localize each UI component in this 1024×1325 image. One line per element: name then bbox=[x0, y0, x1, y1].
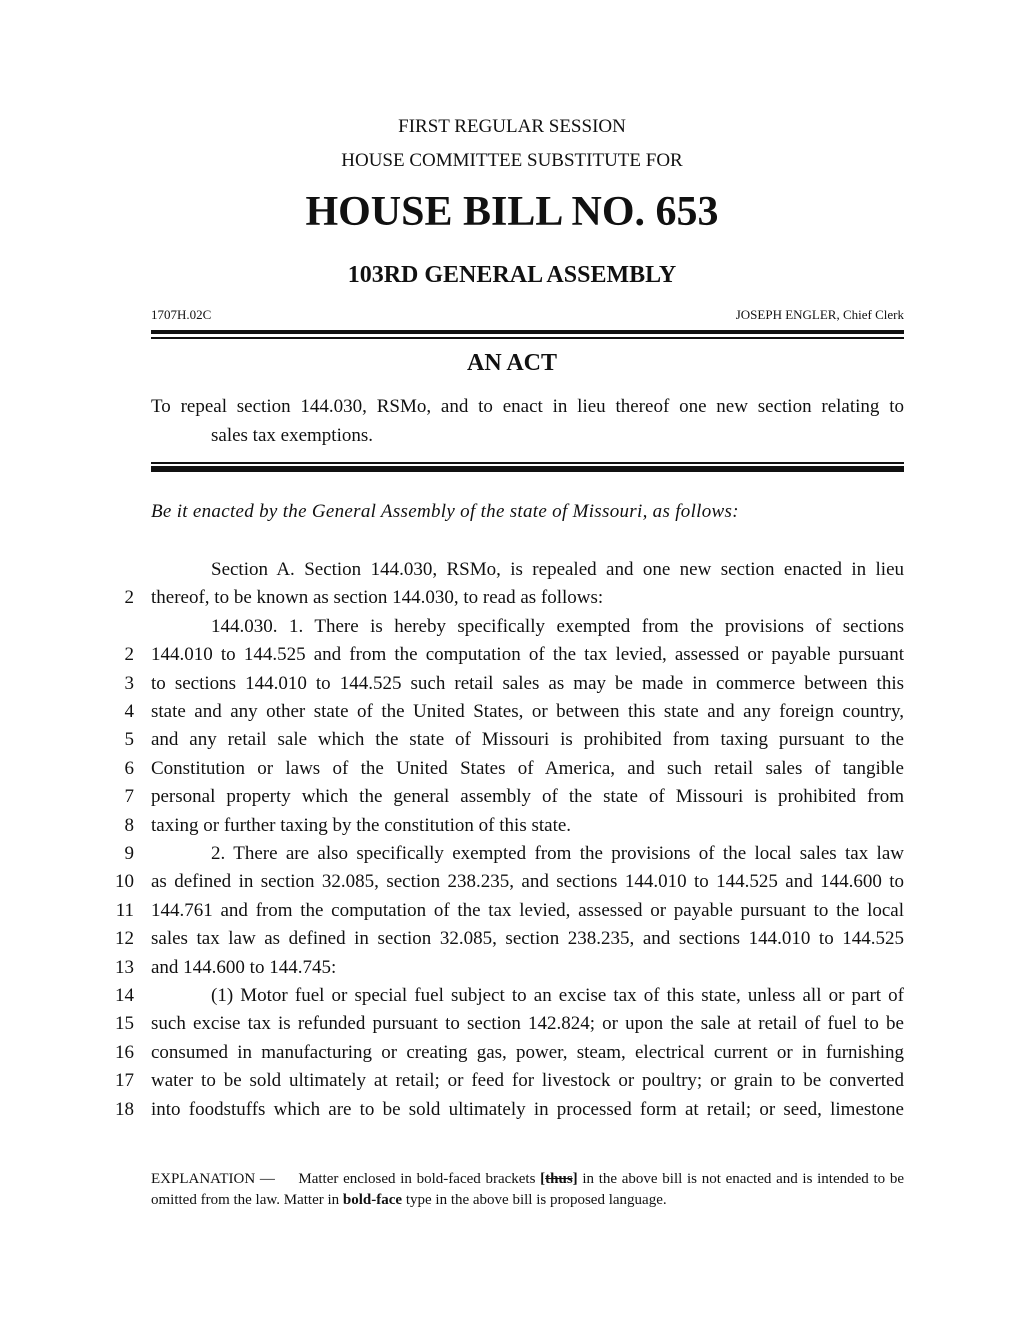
body-line: state and any other state of the United States, or between this state and any foreign country, bbox=[151, 701, 904, 722]
line-number: 2 bbox=[124, 587, 134, 608]
explanation-text-2: in the above bill is not enacted and is intended to be omitted from the law. Matter in bbox=[151, 1171, 905, 1208]
explanation-text-1: Matter enclosed in bold-faced brackets bbox=[298, 1171, 541, 1187]
title-rule-thin bbox=[151, 462, 904, 464]
line-number: 12 bbox=[115, 928, 134, 949]
body-line: such excise tax is refunded pursuant to section 142.824; or upon the sale at retail of fuel to be bbox=[151, 1013, 904, 1034]
line-number: 6 bbox=[124, 758, 134, 779]
body-line: into foodstuffs which are to be sold ultimately in processed form at retail; or seed, limestone bbox=[151, 1099, 904, 1120]
body-line: as defined in section 32.085, section 238.235, and sections 144.010 to 144.525 and 144.600 to bbox=[151, 871, 904, 892]
session-heading: FIRST REGULAR SESSION bbox=[398, 116, 626, 137]
substitute-heading: HOUSE COMMITTEE SUBSTITUTE FOR bbox=[341, 150, 683, 171]
body-line: 2. There are also specifically exempted from the provisions of the local sales tax law bbox=[211, 843, 904, 864]
line-number: 5 bbox=[124, 729, 134, 750]
body-line: 144.761 and from the computation of the tax levied, assessed or payable pursuant to the local bbox=[151, 900, 904, 921]
struck-example: thus bbox=[545, 1171, 573, 1187]
explanation-footnote bbox=[151, 1169, 904, 1211]
body-line: and 144.600 to 144.745: bbox=[151, 957, 337, 978]
line-number: 11 bbox=[115, 900, 134, 921]
act-title-line-2: sales tax exemptions. bbox=[211, 425, 373, 446]
bracket-open: [ bbox=[540, 1171, 546, 1187]
line-number: 18 bbox=[115, 1099, 134, 1120]
body-line: personal property which the general assembly of the state of Missouri is prohibited from bbox=[151, 786, 904, 807]
line-number: 17 bbox=[115, 1070, 134, 1091]
body-line: taxing or further taxing by the constitution of this state. bbox=[151, 815, 572, 836]
act-heading: AN ACT bbox=[466, 350, 557, 376]
explanation-label: EXPLANATION — bbox=[151, 1171, 275, 1187]
line-number: 13 bbox=[115, 957, 134, 978]
line-number: 4 bbox=[124, 701, 134, 722]
body-line: thereof, to be known as section 144.030, to read as follows: bbox=[151, 587, 604, 608]
line-number: 15 bbox=[115, 1013, 134, 1034]
body-line: sales tax law as defined in section 32.085, section 238.235, and sections 144.010 to 144.525 bbox=[151, 928, 904, 949]
chief-clerk: JOSEPH ENGLER, Chief Clerk bbox=[735, 307, 904, 322]
line-number: 16 bbox=[115, 1042, 134, 1063]
body-line: Section A. Section 144.030, RSMo, is repealed and one new section enacted in lieu bbox=[211, 559, 904, 580]
assembly-heading: 103RD GENERAL ASSEMBLY bbox=[347, 262, 677, 288]
body-line: and any retail sale which the state of Missouri is prohibited from taxing pursuant to the bbox=[151, 729, 904, 750]
bold-example: bold-face bbox=[342, 1192, 403, 1208]
line-number: 7 bbox=[124, 786, 134, 807]
body-line: (1) Motor fuel or special fuel subject to an excise tax of this state, unless all or part of bbox=[211, 985, 904, 1006]
body-line: 144.010 to 144.525 and from the computation of the tax levied, assessed or payable pursuant bbox=[151, 644, 904, 665]
body-line: to sections 144.010 to 144.525 such retail sales as may be made in commerce between this bbox=[151, 673, 904, 694]
act-title-line-1: To repeal section 144.030, RSMo, and to enact in lieu thereof one new section relating to bbox=[151, 396, 904, 417]
bracket-close: ] bbox=[572, 1171, 578, 1187]
line-number: 2 bbox=[124, 644, 134, 665]
line-number: 9 bbox=[124, 843, 134, 864]
enacting-clause: Be it enacted by the General Assembly of the state of Missouri, as follows: bbox=[151, 501, 739, 522]
body-line: water to be sold ultimately at retail; or feed for livestock or poultry; or grain to be converted bbox=[151, 1070, 904, 1091]
body-line: 144.030. 1. There is hereby specifically exempted from the provisions of sections bbox=[211, 616, 904, 637]
line-number: 3 bbox=[124, 673, 134, 694]
explanation-text-3: type in the above bill is proposed language. bbox=[402, 1192, 667, 1208]
bill-number-title: HOUSE BILL NO. 653 bbox=[305, 189, 719, 235]
body-line: Constitution or laws of the United States of America, and such retail sales of tangible bbox=[151, 758, 904, 779]
header-rule-thick bbox=[151, 330, 904, 334]
lr-number: 1707H.02C bbox=[151, 307, 212, 322]
line-number: 10 bbox=[115, 871, 134, 892]
title-rule-thick bbox=[151, 466, 904, 472]
header-rule-thin bbox=[151, 337, 904, 339]
line-number: 14 bbox=[115, 985, 134, 1006]
line-number: 8 bbox=[124, 815, 134, 836]
body-line: consumed in manufacturing or creating gas, power, steam, electrical current or in furnishing bbox=[151, 1042, 904, 1063]
